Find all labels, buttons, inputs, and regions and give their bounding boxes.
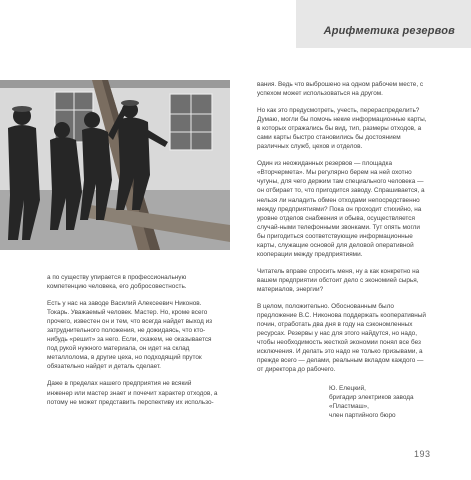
paragraph: Читатель вправе спросить меня, ну а как конкретно на вашем предприятии обстоит дело с экономией сырья, материалов, энергии? — [257, 267, 420, 293]
paragraph: Даже в пределах нашего предприятия не всякий инженер или мастер знает и почечит характер отходов, а потому не может представить перспективу их использо- — [47, 380, 218, 406]
author-signature — [329, 384, 439, 420]
archival-photo — [0, 80, 230, 250]
author-role: бригадир электриков завода «Пластмаш», — [329, 394, 414, 411]
paragraph: Один из неожиданных резервов — площадка «Вторчермета». Мы регулярно берем на ней охотно чугуны, для чего держим там специального человека — он отбирает то, что пригодится заводу. Спрашивается, а нельзя ли наладить обмен отходами непосредственно между предприятиями? Пока он проходит стихийно, на уровне отделов снабжения и обыва, осуществляется случай-ными телефонными звонками. Тут опять могли бы пригодиться соответствующие информационные карты, служащие основой для деловой оперативной кооперации между предприятиями. — [257, 160, 425, 258]
author-affiliation: член партийного бюро — [329, 412, 396, 420]
right-text-column — [257, 80, 429, 382]
running-header-title: Арифметика резервов — [323, 25, 455, 37]
paragraph: В целом, положительно. Обоснованным было предложение В.С. Никонова поддержать кооперативный почин, отработать два дня в году на сэкономленных ресурсах. Резервы у нас для этого найдутся, но надо, чтобы необходимость жесткой экономии понял все без исключения. И делать это надо не только призывами, а прежде всего — делами, реальным вкладом каждого — от директора до рабочего. — [257, 302, 426, 374]
running-header-background — [296, 0, 471, 48]
author-name: Ю. Елецкий, — [329, 385, 366, 392]
paragraph: Есть у нас на заводе Василий Алексеевич Никонов. Токарь. Уважаемый человек. Мастер. Но, кроме всего прочего, известен он и тем, что всегда найдет выход из затруднительного положения, не дожидаясь, что кто-нибудь «решит» за него. Если, скажем, не оказывается под рукой нужного материала, он идет на склад металлолома, в другие цеха, но подходящий пруток обязательно найдет и деталь сделает. — [47, 300, 213, 371]
paragraph: а по существу упирается в профессиональную компетенцию человека, его добросовестность. — [47, 274, 187, 291]
paragraph: Но как это предусмотреть, учесть, перераспределить? Думаю, могли бы помочь некие информационные карты, в которых отражались бы вид, тип, размеры отходов, а сами карты быстро становились бы достоянием различных служб, цехов и отделов. — [257, 107, 427, 151]
paragraph: вания. Ведь что выброшено на одном рабочем месте, с успехом может использоваться на другом. — [257, 81, 424, 98]
running-header — [0, 0, 471, 48]
left-text-column — [47, 273, 218, 415]
page-number: 193 — [414, 449, 431, 459]
